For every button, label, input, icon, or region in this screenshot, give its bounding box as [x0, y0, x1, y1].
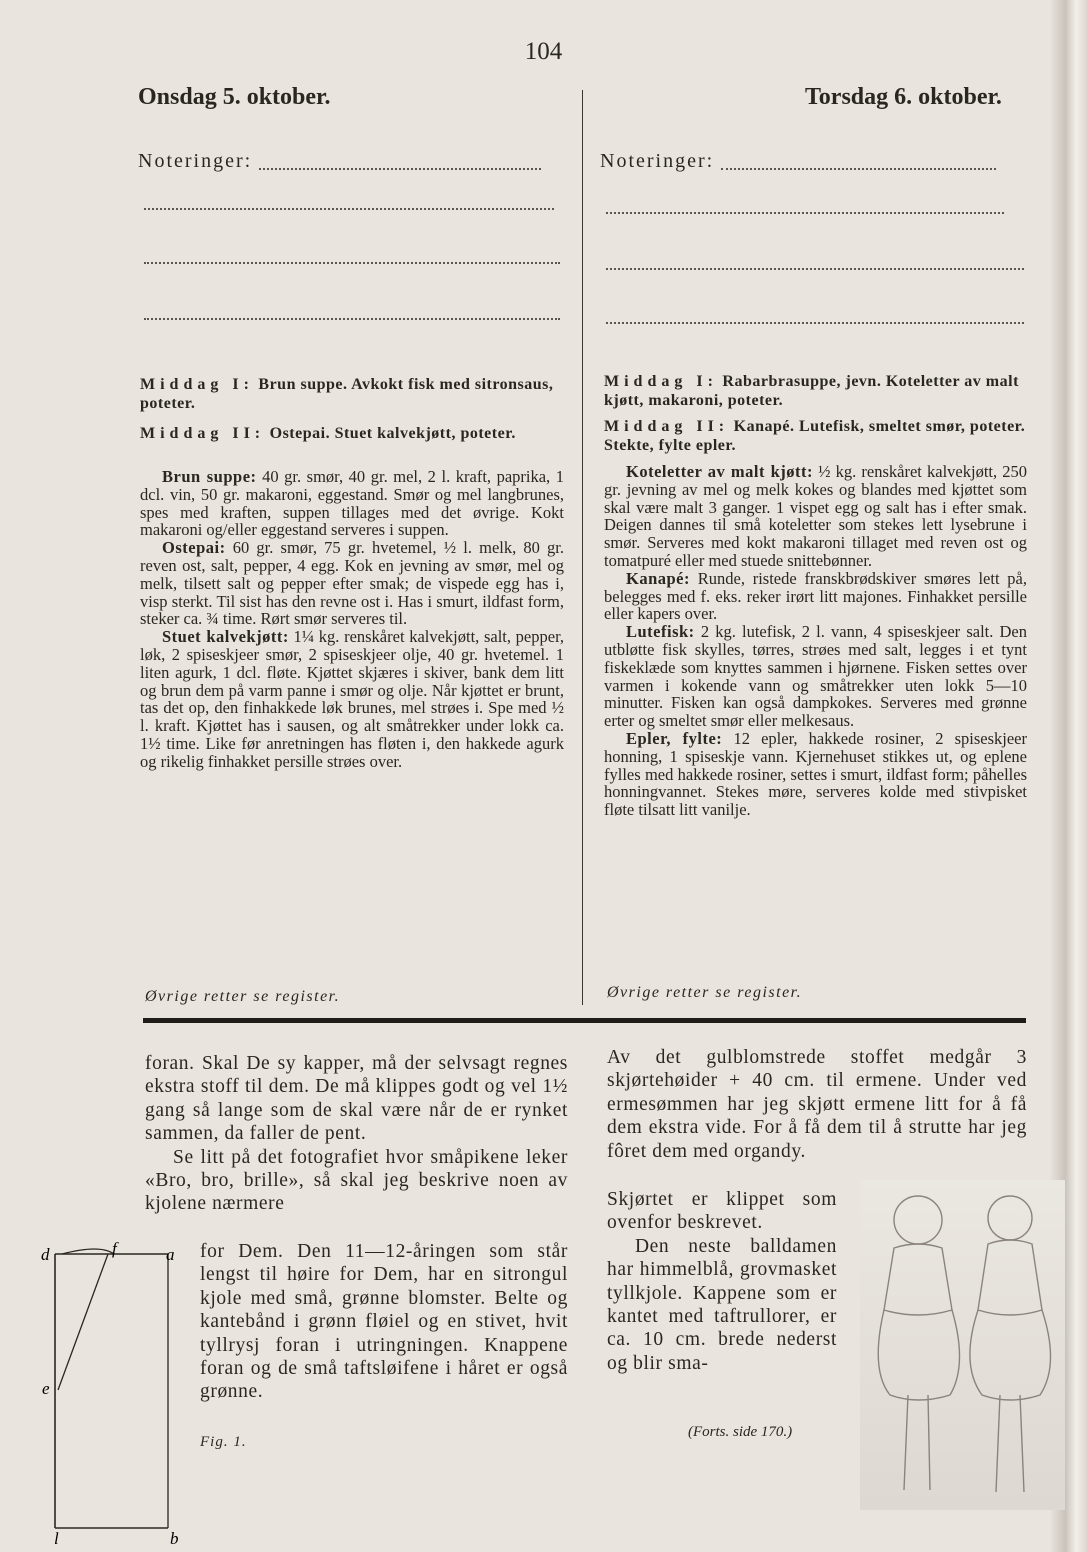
- recipe-text: 60 gr. smør, 75 gr. hvetemel, ½ l. melk, 80 gr. reven ost, salt, pepper, 4 egg. Kok en jevning av smør, mel og melk, tilsett salt og pepper efter smak; de vispede egg has i, visp sterkt. Til sist has den revne ost i. Has i smurt, ildfast form, steker ca. ¾ time. Rørt smør serveres til.: [140, 538, 564, 629]
- right-notes-line-4: [606, 322, 1024, 324]
- column-divider: [582, 90, 583, 1005]
- recipe-ostepai: [140, 539, 564, 628]
- continued-note: (Forts. side 170.): [688, 1424, 793, 1440]
- girl-leg: [904, 1395, 908, 1490]
- article-paragraph: Den neste balldamen har himmelblå, grovmasket tyllkjole. Kappene som er kantet med taftrullorer, er ca. 10 cm. brede nederst og blir sma-: [607, 1235, 837, 1374]
- girl-leg: [1020, 1395, 1024, 1492]
- girl-leg: [996, 1395, 1000, 1492]
- diagram-label-e: e: [42, 1379, 50, 1398]
- article-paragraph: for Dem. Den 11—12-åringen som står lengst til høire for Dem, har en sitrongul kjole med små, grønne blomster. Belte og kantebånd i grønn fløiel og en stivet, hvit tyllrysj foran i utringningen. Knappene foran og de små taftsløifene i håret er også grønne.: [200, 1241, 568, 1403]
- recipe-text: 12 epler, hakkede rosiner, 2 spiseskjeer honning, 1 spiseskje vann. Kjernehuset stikkes ut, og eplene fylles med hakkede rosiner, settes i smurt, ildfast form; påhelles honningvannet. Stekes møre, serveres kolde med stivpisket fløte tilsatt litt vanilje.: [604, 728, 1027, 820]
- section-rule: [143, 1018, 1026, 1023]
- recipe-epler-fylte: [604, 730, 1027, 819]
- right-notes-line-2: [606, 212, 1004, 214]
- right-menu-1-label: Middag I:: [604, 373, 718, 390]
- diagram-label-l: l: [54, 1529, 59, 1548]
- left-notes-dotline: [259, 154, 541, 170]
- girl-head-left: [894, 1196, 942, 1244]
- diagram-armhole-line: [58, 1254, 108, 1390]
- figure-caption: Fig. 1.: [200, 1434, 247, 1450]
- girl-skirt-left: [878, 1310, 959, 1400]
- photo-illustration: [860, 1180, 1065, 1510]
- right-menu-1: [604, 372, 1028, 410]
- recipe-name: Koteletter av malt kjøtt:: [626, 462, 814, 481]
- left-notes-line-3: [144, 262, 560, 264]
- diagram-label-b: b: [170, 1529, 179, 1548]
- left-notes-field: [138, 150, 541, 173]
- article-left-top: [145, 1052, 568, 1216]
- left-recipes: [140, 468, 564, 771]
- right-menu-2: [604, 417, 1028, 455]
- recipe-kanape: [604, 570, 1027, 623]
- article-right-narrow: [607, 1188, 837, 1375]
- girl-head-right: [988, 1196, 1032, 1240]
- left-notes-line-4: [144, 318, 560, 320]
- recipe-text: 40 gr. smør, 40 gr. mel, 2 l. kraft, paprika, 1 dcl. vin, 50 gr. makaroni, eggestand. Smør og mel langbrunes, spes med kraften, suppen tillages med det øvrige. Kokt makaroni og/eller eggestand serveres i suppen.: [140, 467, 564, 540]
- left-footer-note: Øvrige retter se register.: [145, 988, 341, 1005]
- recipe-stuet-kalvekjott: [140, 628, 564, 770]
- pattern-diagram: [40, 1238, 190, 1548]
- right-menu-2-label: Middag II:: [604, 418, 730, 435]
- girls-dresses-photo: [860, 1180, 1065, 1510]
- diagram-label-a: a: [166, 1245, 175, 1264]
- recipe-text: 1¼ kg. renskåret kalvekjøtt, salt, pepper, løk, 2 spiseskjeer smør, 2 spiseskjeer olje, 40 gr. hvetemel. 1 liten agurk, 1 dcl. fløte. Kjøttet skjæres i skiver, bank dem litt og brun dem på varm panne i smør og olje. Når kjøttet er brunt, tas det op, den finhakkede løk brunes, mel strøes i. Spe med ½ l. kraft. Kjøttet has i sausen, og alt småtrekker under lokk ca. 1½ time. Like før anretningen has fløten i, den hakkede agurk og rikelig finhakket persille strøes over.: [140, 627, 565, 771]
- article-left-wrap: [200, 1240, 568, 1404]
- left-notes-label: Noteringer:: [138, 150, 253, 172]
- left-notes-line-2: [144, 208, 554, 210]
- left-menu-2-text: Ostepai. Stuet kalvekjøtt, poteter.: [269, 425, 516, 442]
- recipe-name: Kanapé:: [626, 568, 691, 588]
- recipe-koteletter: [604, 463, 1027, 570]
- right-recipes: [604, 463, 1027, 819]
- left-menu-1-label: Middag I:: [140, 376, 254, 393]
- right-notes-dotline: [721, 154, 996, 170]
- girl-dress-left: [884, 1244, 952, 1315]
- diagram-label-d: d: [41, 1245, 50, 1264]
- left-day-heading: Onsdag 5. oktober.: [138, 84, 331, 110]
- article-paragraph: Se litt på det fotografiet hvor småpikene leker «Bro, bro, brille», så skal jeg beskrive noen av kjolene nærmere: [145, 1146, 568, 1215]
- girl-dress-right: [978, 1240, 1042, 1315]
- left-menu-1: [140, 375, 564, 413]
- girl-skirt-right: [970, 1310, 1051, 1400]
- recipe-name: Epler, fylte:: [626, 728, 723, 748]
- girl-leg: [928, 1395, 930, 1490]
- recipe-text: ½ kg. renskåret kalvekjøtt, 250 gr. jevning av mel og melk kokes og blandes med kjøttet som skal være malt 3 ganger. 1 vispet egg og salt has i efter smak. Deigen dannes til små koteletter som stekes lett lysebrune i smør. Serveres med kokt makaroni tillaget med reven ost og tomatpuré eller med stuede snittebønner.: [604, 462, 1027, 570]
- right-notes-field: [600, 150, 996, 173]
- left-menu-1-text: Brun suppe. Avkokt fisk med sitronsaus, poteter.: [140, 376, 554, 412]
- right-menu-1-text: Rabarbrasuppe, jevn. Koteletter av malt kjøtt, makaroni, poteter.: [604, 373, 1019, 409]
- recipe-text: Runde, ristede franskbrødskiver smøres lett på, belegges med f. eks. reker irørt litt majones. Finhakket persille eller kapers over.: [604, 568, 1027, 624]
- right-notes-line-3: [606, 268, 1024, 270]
- article-right-top: [607, 1046, 1027, 1163]
- left-menu-2-label: Middag II:: [140, 425, 266, 442]
- right-day-heading: Torsdag 6. oktober.: [805, 84, 1002, 110]
- recipe-text: 2 kg. lutefisk, 2 l. vann, 4 spiseskjeer salt. Den utbløtte fisk skylles, tørres, strøes med salt, legges i et tynt fiskeklæde som knyttes sammen i hjørnene. Fisken settes over varmen i kokende vann og småtrekker uten lokk 5—10 minutter. Fisken kan også dampkokes. Serveres med grønne erter og smeltet smør eller melkesaus.: [604, 622, 1028, 731]
- article-paragraph: Skjørtet er klippet som ovenfor beskrevet.: [607, 1189, 837, 1234]
- recipe-name: Lutefisk:: [626, 622, 695, 642]
- page-number: 104: [524, 38, 563, 65]
- article-paragraph: foran. Skal De sy kapper, må der selvsagt regnes ekstra stoff til dem. De må klippes godt og vel 1½ gang så lange som de skal være når de er rynket sammen, da faller de pent.: [145, 1053, 568, 1145]
- recipe-name: Brun suppe:: [162, 467, 257, 486]
- recipe-name: Stuet kalvekjøtt:: [162, 627, 289, 647]
- diagram-label-f: f: [112, 1239, 117, 1258]
- article-paragraph: Av det gulblomstrede stoffet medgår 3 skjørtehøider + 40 cm. til ermene. Under ved ermesømmen har jeg skjøtt ermene litt for å få dem ekstra vide. For å få dem til å strutte har jeg fôret dem med organdy.: [607, 1047, 1027, 1162]
- right-notes-label: Noteringer:: [600, 150, 715, 172]
- left-menu-2: [140, 424, 564, 443]
- recipe-lutefisk: [604, 623, 1027, 730]
- right-menu-2-text: Kanapé. Lutefisk, smeltet smør, poteter. Stekte, fylte epler.: [604, 418, 1026, 454]
- right-footer-note: Øvrige retter se register.: [607, 984, 803, 1001]
- recipe-name: Ostepai:: [162, 538, 226, 558]
- recipe-brun-suppe: [140, 468, 564, 539]
